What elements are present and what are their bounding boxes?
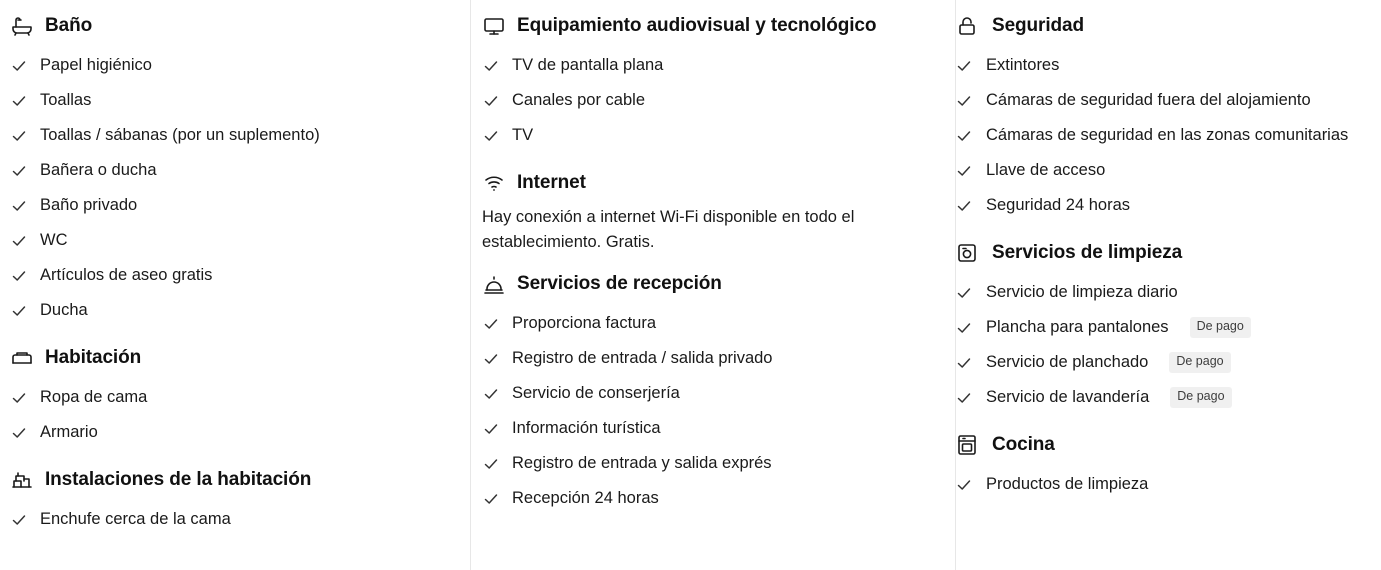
- check-icon: [10, 163, 28, 179]
- facility-item-label: Recepción 24 horas: [512, 489, 659, 508]
- check-icon: [955, 320, 973, 336]
- check-icon: [482, 351, 500, 367]
- list-item: [482, 307, 955, 342]
- list-item: [10, 502, 470, 537]
- list-item: [10, 258, 470, 293]
- facility-item-list: [482, 307, 955, 517]
- facility-item-label: Plancha para pantalones: [986, 317, 1169, 336]
- facility-item-label: Papel higiénico: [40, 55, 152, 74]
- room-facilities-icon: [10, 468, 34, 492]
- facility-item-list: [10, 380, 470, 450]
- bed-icon: [10, 346, 34, 370]
- facility-group-header: [955, 433, 1381, 457]
- check-icon: [482, 456, 500, 472]
- facility-group: [955, 14, 1381, 223]
- check-icon: [955, 128, 973, 144]
- list-item: [955, 188, 1381, 223]
- facility-group-header: [955, 14, 1381, 38]
- check-icon: [482, 128, 500, 144]
- facility-group: [482, 171, 955, 255]
- list-item: [482, 447, 955, 482]
- check-icon: [955, 355, 973, 371]
- check-icon: [10, 512, 28, 528]
- wifi-icon: [482, 171, 506, 195]
- facility-group: [10, 468, 470, 537]
- list-item: [482, 83, 955, 118]
- facility-item-list: [955, 467, 1381, 502]
- facility-item-list: [10, 502, 470, 537]
- check-icon: [482, 93, 500, 109]
- check-icon: [955, 93, 973, 109]
- check-icon: [482, 421, 500, 437]
- facility-item-label: Toallas / sábanas (por un suplemento): [40, 125, 320, 144]
- facility-item-label: Información turística: [512, 419, 661, 438]
- facility-item-label: Artículos de aseo gratis: [40, 265, 213, 284]
- facility-item-label: Registro de entrada y salida exprés: [512, 454, 772, 473]
- list-item: [10, 380, 470, 415]
- kitchen-icon: [955, 433, 979, 457]
- list-item: [955, 83, 1381, 118]
- status-badge: De pago: [1190, 317, 1251, 338]
- facility-group-title: Habitación: [45, 346, 142, 368]
- check-icon: [482, 491, 500, 507]
- facility-group-header: [482, 14, 955, 38]
- facility-item-label: Extintores: [986, 55, 1060, 74]
- check-icon: [10, 303, 28, 319]
- check-icon: [955, 58, 973, 74]
- facility-item-label: Cámaras de seguridad fuera del alojamiento: [986, 90, 1311, 109]
- facility-item-label: Llave de acceso: [986, 160, 1106, 179]
- facility-item-label: Servicio de limpieza diario: [986, 282, 1178, 301]
- facility-item-label: Enchufe cerca de la cama: [40, 509, 231, 528]
- list-item: [955, 153, 1381, 188]
- cleaning-icon: [955, 241, 979, 265]
- list-item: [482, 342, 955, 377]
- facility-group-header: [10, 346, 470, 370]
- list-item: [955, 48, 1381, 83]
- check-icon: [482, 316, 500, 332]
- facility-item-list: [955, 275, 1381, 415]
- list-item: [955, 380, 1381, 415]
- facility-item-label: Bañera o ducha: [40, 160, 157, 179]
- list-item: [955, 467, 1381, 502]
- facilities-column-1: [0, 14, 470, 570]
- check-icon: [10, 128, 28, 144]
- facility-group: [482, 14, 955, 153]
- list-item: [955, 310, 1381, 345]
- status-badge: De pago: [1169, 352, 1230, 373]
- facility-item-label: Proporciona factura: [512, 314, 656, 333]
- facility-group-title: Servicios de limpieza: [992, 241, 1183, 263]
- facility-item-list: [482, 48, 955, 153]
- facility-group-title: Baño: [45, 14, 93, 36]
- facility-item-label: Toallas: [40, 90, 92, 109]
- facility-group-title: Servicios de recepción: [517, 273, 722, 295]
- facility-item-label: Armario: [40, 422, 98, 441]
- facility-item-label: Ducha: [40, 300, 88, 319]
- reception-bell-icon: [482, 273, 506, 297]
- list-item: [10, 153, 470, 188]
- lock-icon: [955, 14, 979, 38]
- facility-group-title: Internet: [517, 171, 586, 193]
- facility-item-label: Servicio de planchado: [986, 352, 1149, 371]
- facility-group: [482, 273, 955, 517]
- facility-group-header: [10, 14, 470, 38]
- check-icon: [10, 233, 28, 249]
- check-icon: [10, 198, 28, 214]
- facility-group-title: Instalaciones de la habitación: [45, 468, 312, 490]
- facility-group-title: Equipamiento audiovisual y tecnológico: [517, 14, 877, 36]
- facility-item-label: TV: [512, 125, 534, 144]
- check-icon: [10, 93, 28, 109]
- facility-item-label: Seguridad 24 horas: [986, 195, 1131, 214]
- facility-group-header: [955, 241, 1381, 265]
- list-item: [482, 48, 955, 83]
- facility-item-label: Cámaras de seguridad en las zonas comunitarias: [986, 125, 1349, 144]
- check-icon: [955, 198, 973, 214]
- facility-item-label: Productos de limpieza: [986, 474, 1149, 493]
- facility-item-list: [955, 48, 1381, 223]
- list-item: [955, 118, 1381, 153]
- facilities-column-3: [955, 14, 1381, 570]
- facility-item-label: Baño privado: [40, 195, 138, 214]
- check-icon: [482, 58, 500, 74]
- facility-group-description: Hay conexión a internet Wi-Fi disponible en todo el establecimiento. Gratis.: [482, 208, 855, 251]
- list-item: [10, 293, 470, 328]
- facility-item-label: WC: [40, 230, 68, 249]
- list-item: [955, 275, 1381, 310]
- facility-item-label: Canales por cable: [512, 90, 645, 109]
- check-icon: [955, 285, 973, 301]
- check-icon: [10, 390, 28, 406]
- facility-item-label: Servicio de lavandería: [986, 387, 1150, 406]
- check-icon: [955, 477, 973, 493]
- check-icon: [10, 268, 28, 284]
- facility-group-header: [10, 468, 470, 492]
- facility-group: [10, 14, 470, 328]
- list-item: [482, 118, 955, 153]
- list-item: [10, 83, 470, 118]
- facility-group: [10, 346, 470, 450]
- facility-item-label: Ropa de cama: [40, 387, 148, 406]
- bathtub-icon: [10, 14, 34, 38]
- check-icon: [482, 386, 500, 402]
- check-icon: [10, 425, 28, 441]
- facility-item-label: Registro de entrada / salida privado: [512, 349, 773, 368]
- list-item: [482, 412, 955, 447]
- check-icon: [955, 163, 973, 179]
- list-item: [955, 345, 1381, 380]
- facility-group: [955, 241, 1381, 415]
- list-item: [10, 48, 470, 83]
- facility-group-header: [482, 273, 955, 297]
- check-icon: [10, 58, 28, 74]
- facility-group-title: Cocina: [992, 433, 1055, 455]
- status-badge: De pago: [1170, 387, 1231, 408]
- facility-item-label: Servicio de conserjería: [512, 384, 680, 403]
- list-item: [10, 415, 470, 450]
- list-item: [10, 118, 470, 153]
- tv-icon: [482, 14, 506, 38]
- check-icon: [955, 390, 973, 406]
- list-item: [10, 188, 470, 223]
- facility-group-header: [482, 171, 955, 195]
- facility-group-title: Seguridad: [992, 14, 1085, 36]
- facility-item-label: TV de pantalla plana: [512, 55, 664, 74]
- list-item: [10, 223, 470, 258]
- list-item: [482, 377, 955, 412]
- facility-group: [955, 433, 1381, 502]
- facility-item-list: [10, 48, 470, 328]
- facilities-column-2: [470, 14, 955, 570]
- list-item: [482, 482, 955, 517]
